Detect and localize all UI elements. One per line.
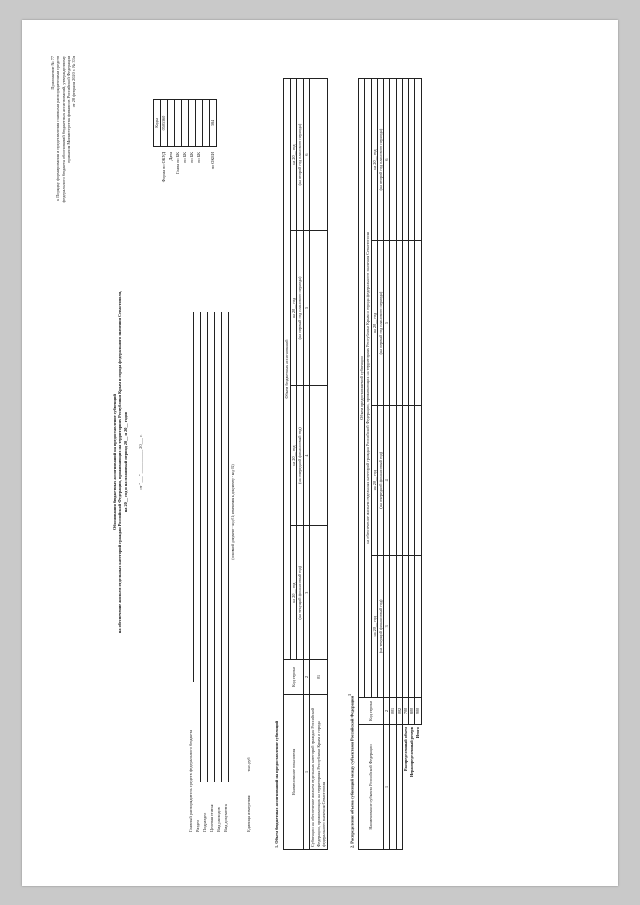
section2-year-note: (на очередной финансовый год) <box>377 405 383 555</box>
section2-year: на 20__ год <box>371 555 377 697</box>
section2-col-name: Наименование субъекта Российской Федерации <box>359 725 384 850</box>
section2-year: на 20__ год <box>371 241 377 406</box>
section1-group-header: Объем бюджетных ассигнований <box>284 79 291 660</box>
title-line: на 20__ год и на плановый период 20__ и 20__ годов <box>122 411 128 513</box>
section2-year-note: (на второй год планового периода) <box>377 79 383 241</box>
document-page <box>22 20 618 886</box>
table-cell <box>309 526 327 660</box>
title-line: на обеспечение жильем отдельных категорий граждан Российской Федерации, проживающих на территориях Республики Крым и города федерального значения Севастополя, <box>117 290 123 634</box>
table-cell <box>309 79 327 231</box>
table-cell <box>415 241 421 406</box>
section1-col-code: Код строки <box>284 660 304 695</box>
table-cell <box>415 79 421 241</box>
section2-table <box>358 78 422 850</box>
column-number: 4 <box>303 385 309 526</box>
codes-value: 0505360 <box>161 100 168 147</box>
section2-title-text: 2. Распределение объема субвенций между субъектами Российской Федерации <box>349 695 355 848</box>
document-kind-note: (основной документ - код 01; изменения к документу - код 02) <box>231 464 235 560</box>
appendix-order-line: федерального бюджета обоснований бюджетных ассигнований, утвержденному <box>60 56 66 203</box>
total-label: Нераспределенный резерв <box>409 725 415 850</box>
total-row <box>415 79 421 850</box>
codes-value: 384 <box>210 100 217 147</box>
column-number: 6 <box>303 79 309 231</box>
section1-table <box>283 78 328 850</box>
section2-year: на 20__ год <box>371 79 377 241</box>
codes-label <box>203 152 210 302</box>
unit-value: тыс.руб <box>246 757 251 772</box>
codes-label: Дата <box>168 152 173 161</box>
unit-row <box>246 757 251 832</box>
row-code: 001 <box>390 698 396 725</box>
footnote-mark: 1 <box>348 694 352 696</box>
total-label: Итого <box>415 725 421 850</box>
section1-row-code: 01 <box>309 660 327 695</box>
appendix-order-line: от 28 февраля 2020 г. № 33н <box>71 56 77 108</box>
codes-label: по ОКЕИ <box>210 152 215 170</box>
section1-year-note: (на очередной финансовый год) <box>297 385 303 526</box>
section2-year: на 20__ год <box>371 405 377 555</box>
row-code: 900 <box>415 698 421 725</box>
field-label: Раздел <box>195 819 200 832</box>
fields-block <box>188 312 230 832</box>
section1-row-label: Субвенции на обеспечение жильем отдельных категорий граждан Российской Федерации, проживающих на территориях Республики Крым и города федерального значения Севастополя <box>309 695 327 850</box>
table-cell <box>415 555 421 697</box>
row-code: 800 <box>409 698 415 725</box>
section2-year-note: (на первый год планового периода) <box>377 241 383 406</box>
column-number: 2 <box>303 660 309 695</box>
column-number: 3 <box>384 555 390 697</box>
column-number: 3 <box>303 526 309 660</box>
column-number: 1 <box>303 695 309 850</box>
section2-subgroup-header: на обеспечение жильем отдельных категорий граждан Российской Федерации, проживающих на территориях Республики Крым и города федерального значения Севастополя <box>365 79 371 698</box>
row-code: 700 <box>402 698 408 725</box>
column-number: 5 <box>384 241 390 406</box>
codes-value <box>203 100 210 147</box>
appendix-order-line: приказом Министерства финансов Российской Федерации <box>66 56 72 163</box>
field-label: Вид документа <box>223 804 228 832</box>
section1-year: на 20__ год <box>291 526 297 660</box>
table-cell <box>309 231 327 386</box>
section2-col-code: Код строки <box>359 698 384 725</box>
form-content <box>38 36 598 862</box>
column-number: 4 <box>384 405 390 555</box>
document-title <box>112 162 128 762</box>
table-cell <box>415 405 421 555</box>
codes-value <box>196 100 203 147</box>
table-cell <box>309 385 327 526</box>
codes-value <box>175 100 182 147</box>
codes-value <box>189 100 196 147</box>
codes-labels <box>154 152 217 302</box>
codes-label: по БК <box>196 152 201 163</box>
codes-label: Форма по ОКУД <box>161 152 166 183</box>
column-number: 6 <box>384 79 390 241</box>
section1-year: на 20__ год <box>291 231 297 386</box>
codes-value <box>168 100 175 147</box>
total-label: Распределенный объем <box>402 725 408 850</box>
section1-title: 1. Объем бюджетных ассигнований на предоставление субвенций <box>274 720 279 848</box>
field-label: Подраздел <box>202 812 207 832</box>
section2-year-note: (на текущий финансовый год) <box>377 555 383 697</box>
field-label: Вид расходов <box>216 807 221 832</box>
section1-year-note: (на текущий финансовый год) <box>297 526 303 660</box>
column-number: 2 <box>384 698 390 725</box>
section1-year: на 20__ год <box>291 79 297 231</box>
codes-label: по БК <box>182 152 187 163</box>
section1-year-note: (на второй год планового периода) <box>297 79 303 231</box>
appendix-number: Приложение № 77 <box>50 56 55 90</box>
section2-title <box>348 694 355 848</box>
field-label: Главный распорядитель средств федерального бюджета <box>188 729 193 832</box>
codes-header: Коды <box>154 100 161 147</box>
codes-label: по БК <box>189 152 194 163</box>
field-label: Целевая статья <box>209 804 214 832</box>
row-code: 002 <box>396 698 402 725</box>
appendix-header <box>50 56 77 416</box>
appendix-order-line: к Порядку формирования и представления главными распорядителями средств <box>55 56 61 201</box>
title-line: Обоснования бюджетных ассигнований на предоставление субвенций <box>112 394 117 530</box>
unit-label: Единица измерения: <box>246 794 251 832</box>
codes-label: Глава по БК <box>175 152 180 175</box>
section1-year-note: (на первый год планового периода) <box>297 231 303 386</box>
section1-year: на 20__ год <box>291 385 297 526</box>
section1-col-name: Наименование показателя <box>284 695 304 850</box>
document-date: от "___" ___________ 20___ г. <box>138 434 143 490</box>
section2-group-header: Объем предоставляемой субвенции <box>359 79 365 698</box>
column-number: 1 <box>384 725 390 850</box>
column-number: 5 <box>303 231 309 386</box>
codes-value <box>182 100 189 147</box>
codes-table <box>153 99 217 147</box>
